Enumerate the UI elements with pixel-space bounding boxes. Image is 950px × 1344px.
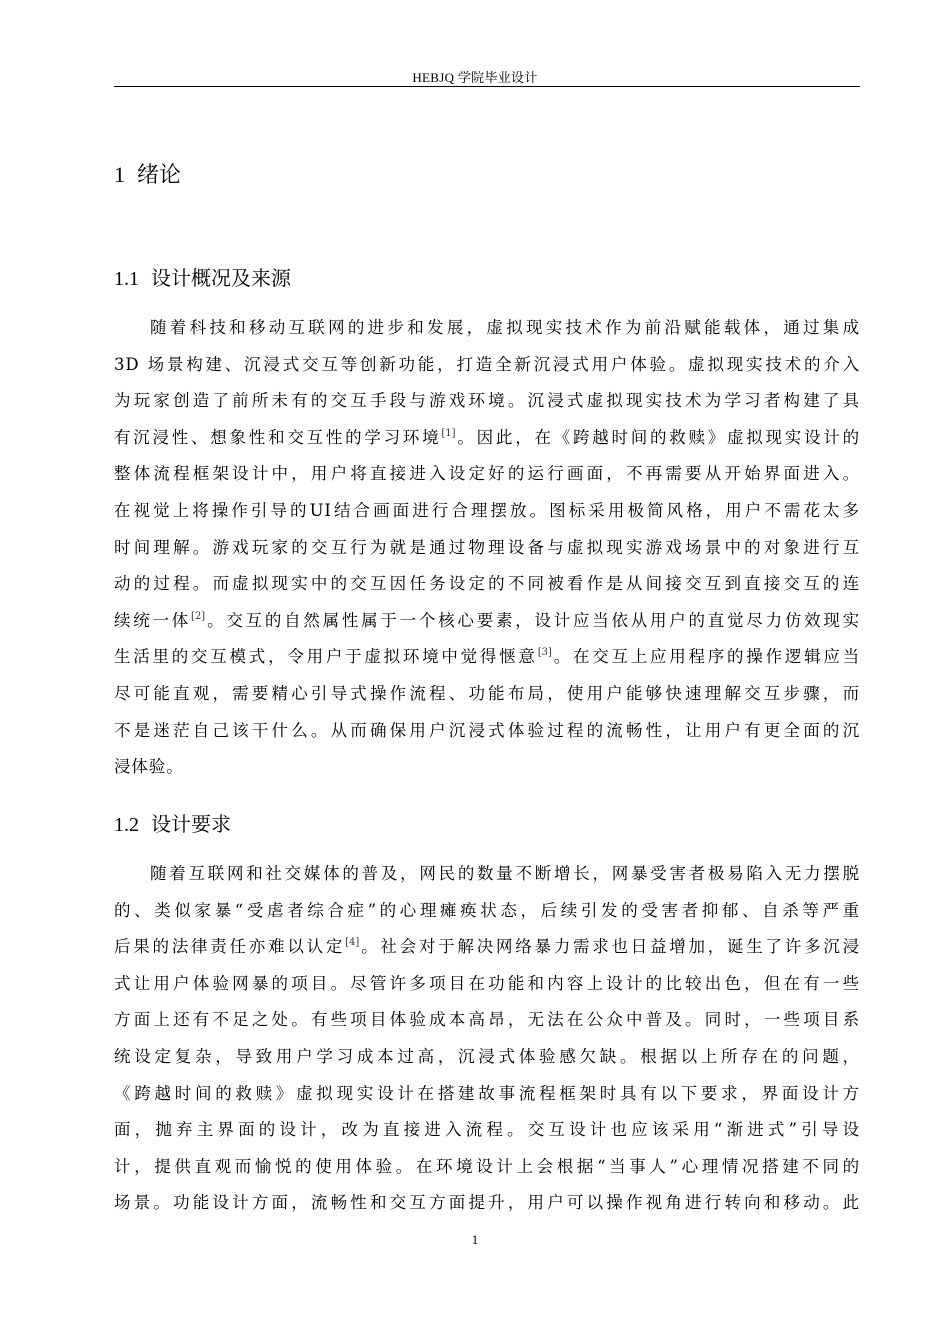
text-line: [114, 530, 860, 567]
line-text: 的、类似家暴“受虐者综合症”的心理瘫痪状态，后续引发的受害者抑郁、自杀等严重: [114, 900, 860, 920]
text-line: [114, 1076, 860, 1113]
section-1-2-paragraph: [114, 856, 860, 1222]
line-text: 整体流程框架设计中，用户将直接进入设定好的运行画面，不再需要从开始界面进入。: [114, 464, 860, 484]
line-text: 《跨越时间的救赎》虚拟现实设计在搭建故事流程框架时具有以下要求，界面设计方: [114, 1083, 860, 1103]
section-number: 1.2: [114, 814, 139, 836]
line-text-continued: 。交互的自然属性属于一个核心要素，设计应当依从用户的直觉尽力仿效现实: [205, 610, 860, 630]
line-text: 计，提供直观而愉悦的使用体验。在环境设计上会根据“当事人”心理情况搭建不同的: [114, 1156, 860, 1176]
text-line: [114, 310, 860, 347]
line-text: 3D 场景构建、沉浸式交互等创新功能，打造全新沉浸式用户体验。虚拟现实技术的介入: [114, 354, 860, 374]
running-header: HEBJQ 学院毕业设计: [412, 70, 538, 85]
line-text: 随着科技和移动互联网的进步和发展，虚拟现实技术作为前沿赋能载体，通过集成: [150, 318, 860, 337]
line-text: 后果的法律责任亦难以认定: [114, 937, 346, 957]
line-text: 动的过程。而虚拟现实中的交互因任务设定的不同被看作是从间接交互到直接交互的连: [114, 574, 860, 594]
section-title: 设计要求: [151, 812, 231, 836]
text-line: [114, 1149, 860, 1186]
text-line: [114, 893, 860, 930]
line-text: 生活里的交互模式，令用户于虚拟环境中觉得惬意: [114, 647, 538, 667]
line-text: 不是迷茫自己该干什么。从而确保用户沉浸式体验过程的流畅性，让用户有更全面的沉: [114, 720, 860, 740]
line-text-continued: 。社会对于解决网络暴力需求也日益增加，诞生了许多沉浸: [359, 937, 860, 957]
text-line: [114, 347, 860, 384]
text-line: [114, 966, 860, 1003]
line-text-continued: 。因此，在《跨越时间的救赎》虚拟现实设计的: [455, 427, 860, 447]
line-text: 随着互联网和社交媒体的普及，网民的数量不断增长，网暴受害者极易陷入无力摆脱: [150, 864, 860, 883]
text-line: [114, 383, 860, 420]
citation-marker: [2]: [191, 610, 206, 622]
line-text: 有沉浸性、想象性和交互性的学习环境: [114, 427, 442, 447]
line-text: 面，抛弃主界面的设计，改为直接进入流程。交互设计也应该采用“渐进式”引导设: [114, 1120, 860, 1140]
chapter-title: 绪论: [137, 163, 182, 188]
line-text: 在视觉上将操作引导的UI结合画面进行合理摆放。图标采用极简风格，用户不需花太多: [114, 500, 860, 520]
section-title: 设计概况及来源: [151, 266, 291, 290]
text-line: [114, 456, 860, 493]
text-line: [114, 1002, 860, 1039]
text-line: [114, 929, 860, 966]
line-text: 场景。功能设计方面，流畅性和交互方面提升，用户可以操作视角进行转向和移动。此: [114, 1193, 860, 1213]
section-number: 1.1: [114, 268, 139, 290]
chapter-heading: [114, 158, 181, 189]
chapter-number: 1: [114, 162, 125, 187]
text-line: [114, 713, 860, 750]
line-text: 为玩家创造了前所未有的交互手段与游戏环境。沉浸式虚拟现实技术为学习者构建了具: [114, 391, 860, 411]
line-text: 方面上还有不足之处。有些项目体验成本高昂，无法在公众中普及。同时，一些项目系: [114, 1010, 860, 1030]
line-text: 式让用户体验网暴的项目。尽管许多项目在功能和内容上设计的比较出色，但在有一些: [114, 973, 860, 993]
text-line: [114, 566, 860, 603]
line-text: 尽可能直观，需要精心引导式操作流程、功能布局，使用户能够快速理解交互步骤，而: [114, 683, 860, 703]
text-line: [114, 676, 860, 713]
line-text: 续统一体: [114, 610, 192, 630]
text-line: [114, 1112, 860, 1149]
text-line: [114, 856, 860, 893]
text-line: [114, 603, 860, 640]
text-line: [114, 639, 860, 676]
line-text: 浸体验。: [114, 757, 184, 777]
text-line: [114, 420, 860, 457]
citation-marker: [4]: [345, 937, 360, 949]
section-heading-1-1: [114, 262, 291, 291]
citation-marker: [1]: [441, 427, 456, 439]
text-line: [114, 493, 860, 530]
citation-marker: [3]: [537, 647, 552, 659]
section-heading-1-2: [114, 808, 231, 837]
page-number: 1: [471, 1232, 479, 1247]
text-line: [114, 749, 860, 786]
header-rule: [114, 86, 860, 87]
line-text: 统设定复杂，导致用户学习成本过高，沉浸式体验感欠缺。根据以上所存在的问题，: [114, 1046, 860, 1066]
section-1-1-paragraph: [114, 310, 860, 786]
text-line: [114, 1039, 860, 1076]
line-text-continued: 。在交互上应用程序的操作逻辑应当: [551, 647, 860, 667]
line-text: 时间理解。游戏玩家的交互行为就是通过物理设备与虚拟现实游戏场景中的对象进行互: [114, 537, 860, 557]
text-line: [114, 1185, 860, 1222]
